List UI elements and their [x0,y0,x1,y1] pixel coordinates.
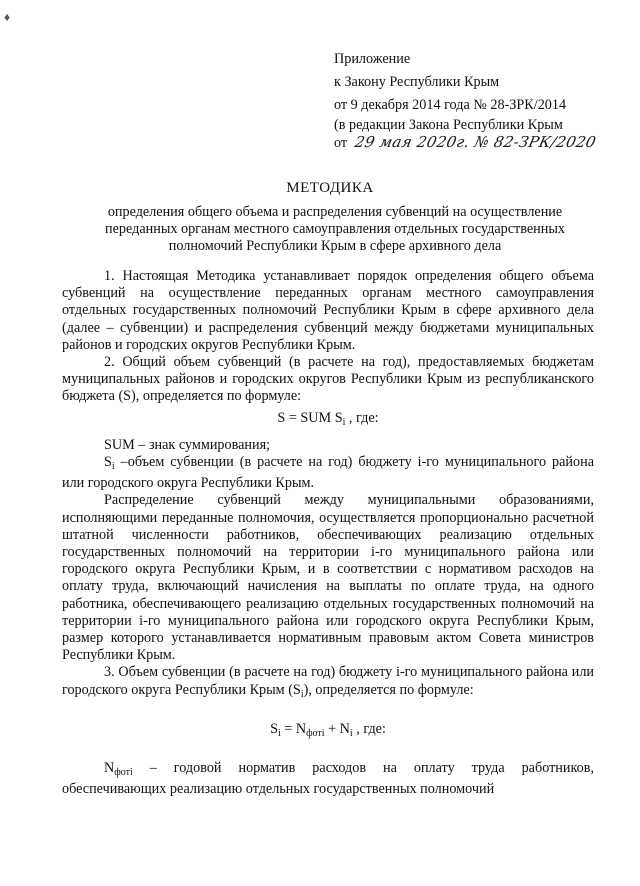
appendix-line-2: к Закону Республики Крым [334,74,500,90]
formula-tail: , где: [352,720,386,737]
document-title: МЕТОДИКА [286,180,374,196]
paragraph-5-text: – годовой норматив расходов на оплату труда работников, обеспечивающих реализацию отдельных государственных полномочий [62,760,594,798]
formula-n-fot-sub: фотi [306,727,325,739]
n-fot-symbol-sub: фотi [114,767,133,779]
appendix-line-1: Приложение [334,51,411,67]
formula-ni-sub: i [349,727,353,739]
paragraph-1: 1. Настоящая Методика устанавливает порядок определения общего объема субвенций на осуществление переданных органам местного самоуправления отдельных государственных полномочий Республики Крым в сфере архивного дела (далее – субвенции) и распределения субвенций между бюджетами муниципальных районов и городских округов Республики Крым. [62,268,594,353]
formula-total-main: S = SUM S [277,409,343,426]
paragraph-4 [62,664,594,702]
paragraph-3: Распределение субвенций между муниципальными образованиями, исполняющими переданные полномочия, осуществляется пропорционально расчетной штатной численности работников, обеспечивающих реализацию отдельных государственных полномочий на территории i-го муниципального района или городского округа Республики Крым, и в соответствии с нормативом расходов на оплату труда, включающий начисления на выплаты по оплате труда, на одного работника, обеспечивающего реализацию отдельных государственных полномочий на территории i-го муниципального района или городского округа Республики Крым, размер которого устанавливается нормативным правовым актом Совета министров Республики Крым. [62,492,594,664]
appendix-line-3: от 9 декабря 2014 года № 28-ЗРК/2014 [334,97,567,113]
document-body [62,268,594,798]
formula-eq: = N [280,720,307,737]
formula-total [62,410,594,431]
paragraph-4-sub: i [300,688,304,700]
sum-definition: SUM – знак суммирования; [104,436,271,453]
si-symbol-sub: i [111,461,115,473]
si-definition [62,454,594,492]
appendix-header [334,48,598,152]
handwritten-amendment: 29 мая 2020г. № 82-ЗРК/2020 [352,133,598,151]
page-mark: ♦ [4,10,11,24]
paragraph-2: 2. Общий объем субвенций (в расчете на год), предоставляемых бюджетам муниципальных районов и городских округов Республики Крым из республиканского бюджета (S), определяется по формуле: [62,354,594,405]
si-symbol: S [104,454,112,471]
formula-s: S [270,720,278,737]
formula-subvention [62,721,594,742]
paragraph-4-tail: ), определяется по формуле: [303,681,474,698]
formula-plus: + N [324,720,350,737]
formula-total-sub: i [342,416,346,428]
n-fot-symbol: N [104,760,115,777]
appendix-line-4: (в редакции Закона Республики Крым [334,117,563,133]
paragraph-4-main: 3. Объем субвенции (в расчете на год) бюджету i-го муниципального района или городского округа Республики Крым (S [62,664,594,698]
appendix-line-5-prefix: от [334,135,348,151]
paragraph-5 [62,760,594,798]
formula-s-sub: i [277,727,281,739]
document-subtitle: определения общего объема и распределения субвенций на осуществление переданных органам местного самоуправления отдельных государственных полномочий Республики Крым в сфере архивного дела [105,204,565,254]
appendix-line-5 [334,133,598,152]
si-definition-text: –объем субвенции (в расчете на год) бюджету i-го муниципального района или городского округа Республики Крым. [62,454,594,492]
formula-total-tail: , где: [345,409,379,426]
